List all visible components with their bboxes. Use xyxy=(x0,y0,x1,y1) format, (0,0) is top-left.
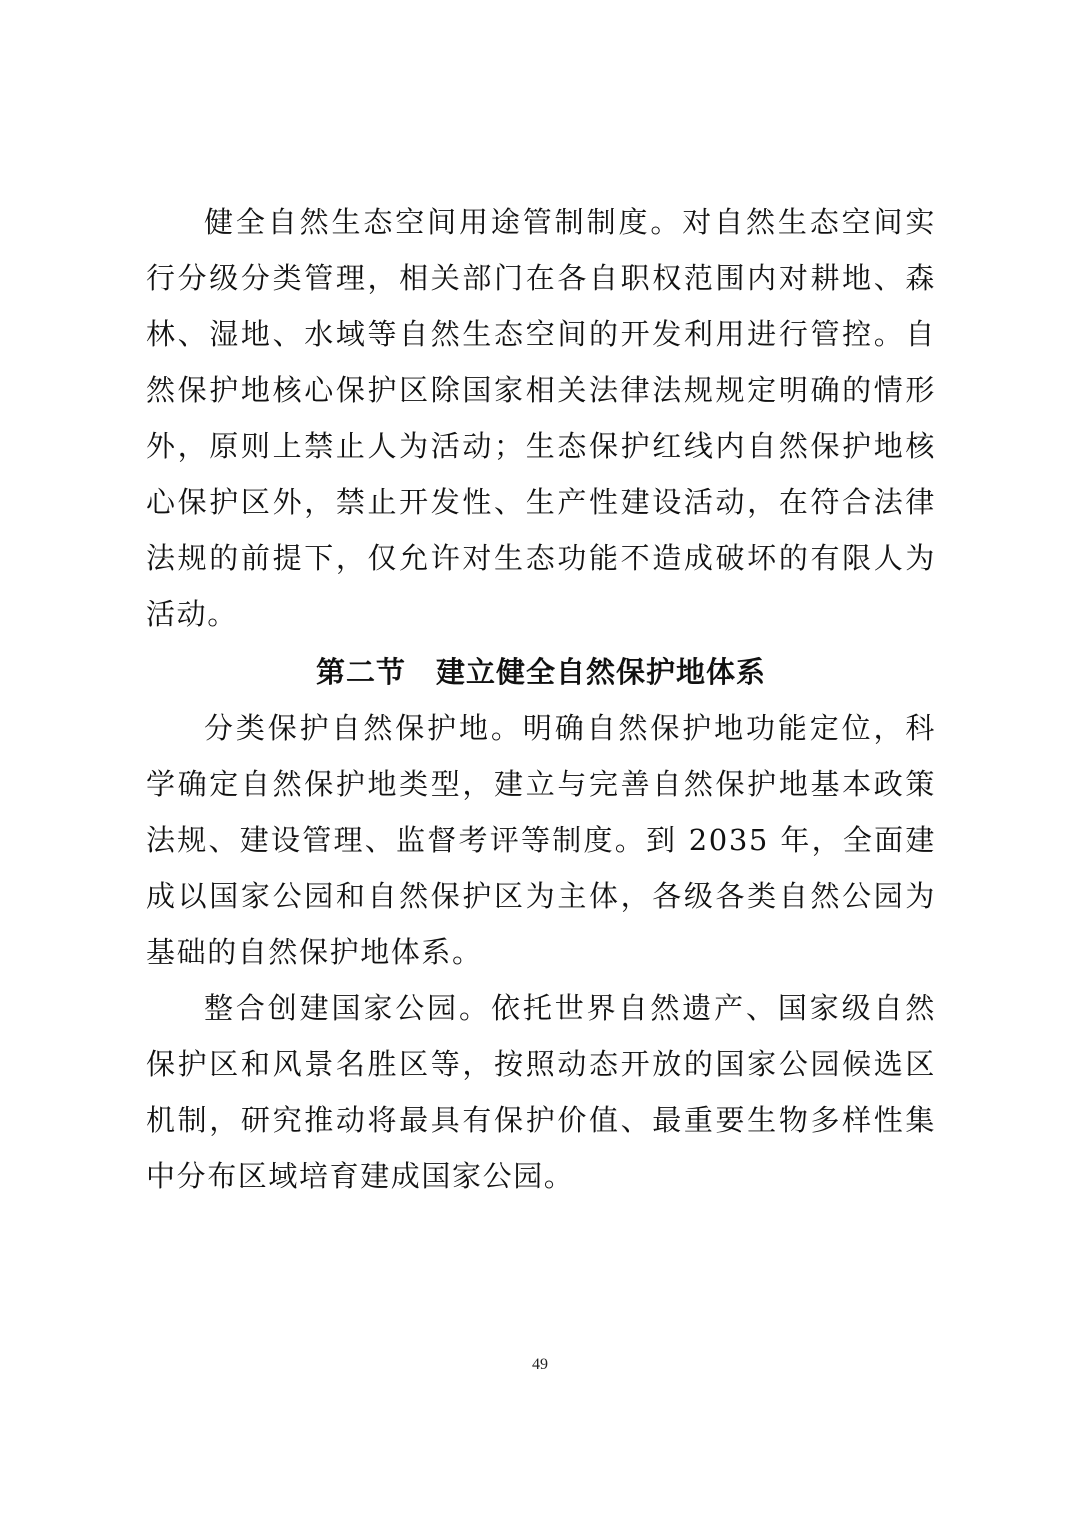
paragraph-body: 依托世界自然遗产、国家级自然保护区和风景名胜区等，按照动态开放的国家公园候选区机制，研究推动将最具有保护价值、最重要生物多样性集中分布区域培育建成国家公园。 xyxy=(146,991,936,1193)
paragraph-body: 对自然生态空间实行分级分类管理，相关部门在各自职权范围内对耕地、森林、湿地、水域等自然生态空间的开发利用进行管控。自然保护地核心保护区除国家相关法律法规规定明确的情形外，原则上禁止人为活动；生态保护红线内自然保护地核心保护区外，禁止开发性、生产性建设活动，在符合法律法规的前提下，仅允许对生态功能不造成破坏的有限人为活动。 xyxy=(146,205,936,631)
paragraph-lead: 分类保护自然保护地。 xyxy=(204,711,523,745)
page-content xyxy=(146,194,936,1204)
paragraph-classified-protection xyxy=(146,700,936,980)
page-number: 49 xyxy=(532,1356,548,1373)
section-heading: 第二节 建立健全自然保护地体系 xyxy=(315,655,766,689)
paragraph-lead: 整合创建国家公园。 xyxy=(204,991,491,1025)
paragraph-national-parks xyxy=(146,980,936,1204)
paragraph-body: 明确自然保护地功能定位，科学确定自然保护地类型，建立与完善自然保护地基本政策法规、建设管理、监督考评等制度。到 2035 年，全面建成以国家公园和自然保护区为主体，各级各类自然公园为基础的自然保护地体系。 xyxy=(146,711,936,969)
paragraph-land-use-control xyxy=(146,194,936,642)
paragraph-lead: 健全自然生态空间用途管制制度。 xyxy=(204,205,683,239)
